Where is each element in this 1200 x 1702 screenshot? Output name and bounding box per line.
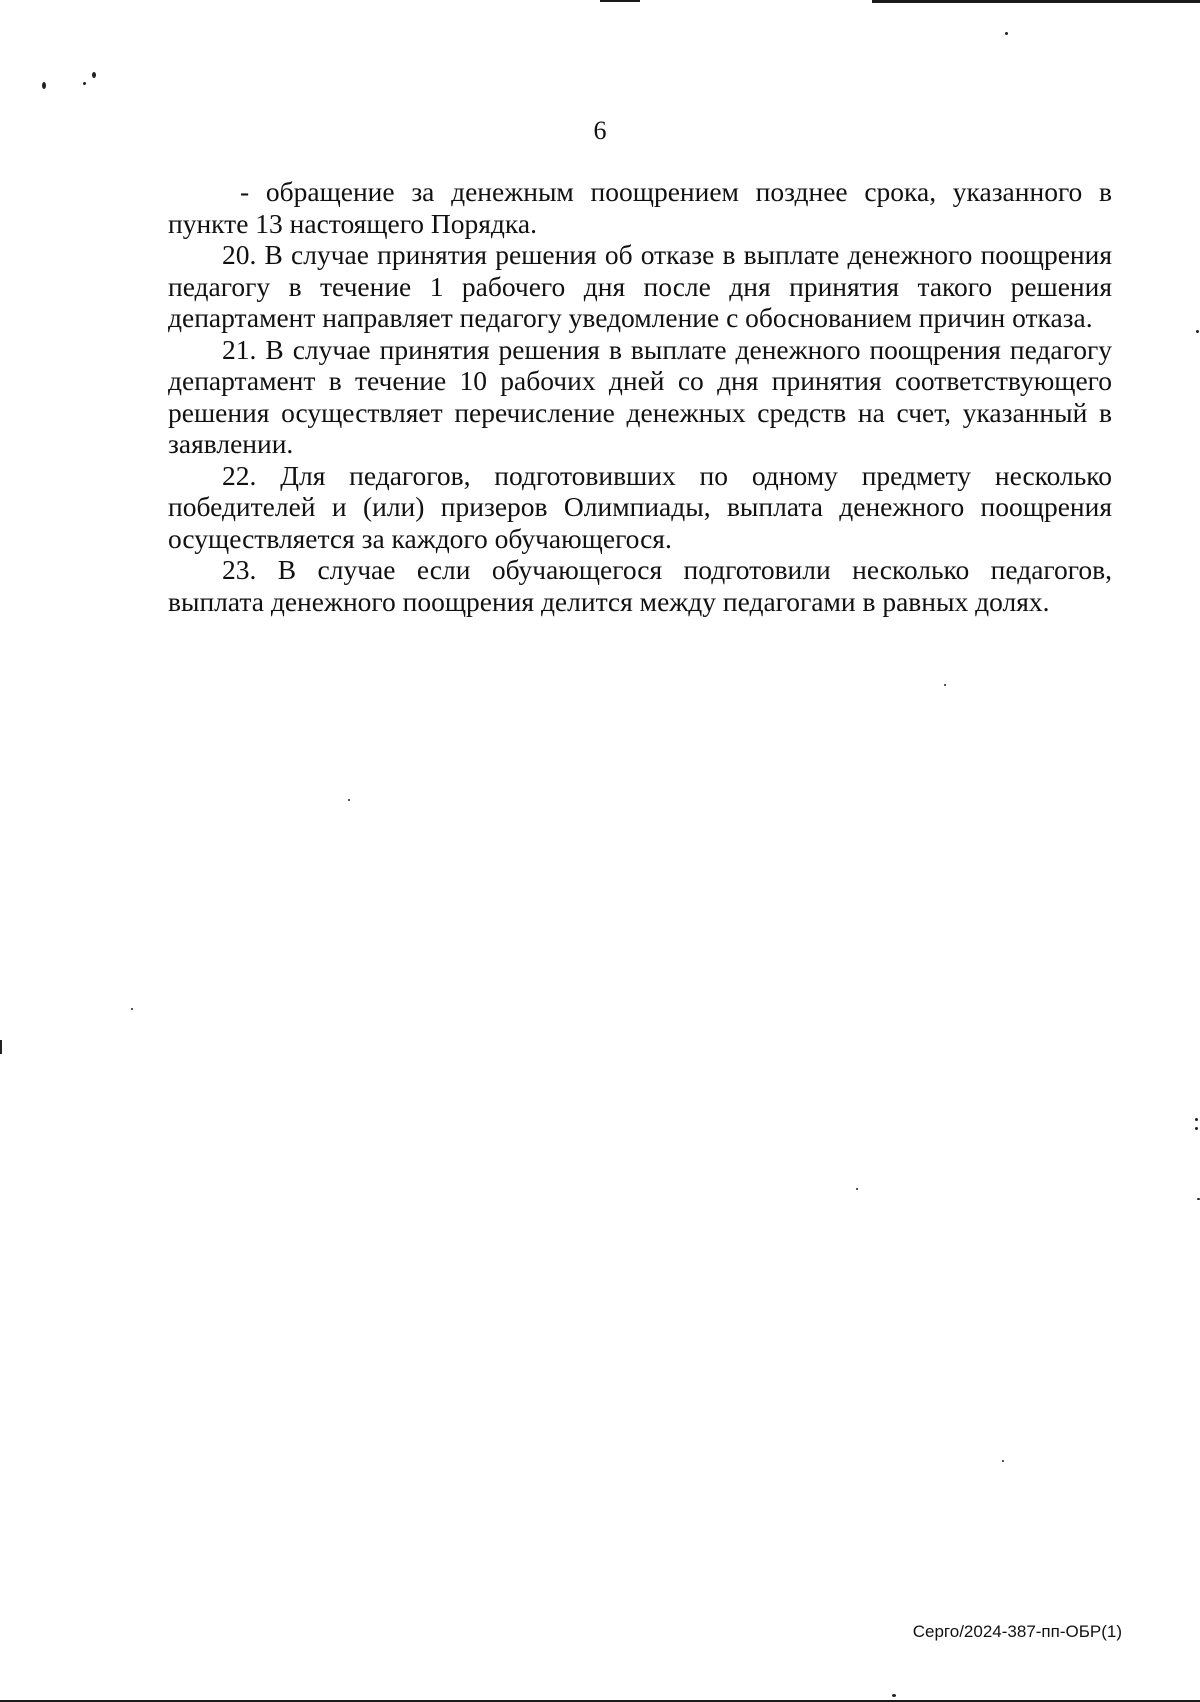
- scan-speck: [348, 799, 350, 801]
- scan-speck: [1005, 32, 1008, 35]
- scan-speck: [856, 1188, 858, 1190]
- scan-edge-top-left: [600, 0, 640, 2]
- scan-speck: [131, 1008, 133, 1010]
- scan-edge-left-mark: [0, 1040, 2, 1054]
- document-code: Серго/2024-387-пп-ОБР(1): [912, 1622, 1122, 1641]
- scan-speck: [42, 82, 46, 89]
- page-number: 6: [593, 116, 607, 145]
- scan-speck: [92, 72, 96, 78]
- scan-speck: [1002, 1460, 1004, 1462]
- paragraph-23: 23. В случае если обучающегося подготовили несколько педагогов, выплата денежного поощрения делится между педагогами в равных долях.: [168, 554, 1112, 617]
- scan-speck: [944, 684, 946, 686]
- paragraph-22: 22. Для педагогов, подготовивших по одному предмету несколько победителей и (или) призеров Олимпиады, выплата денежного поощрения осуществляется за каждого обучающегося.: [168, 459, 1112, 554]
- scan-speck: [892, 1694, 896, 1697]
- document-body: [168, 176, 1112, 617]
- paragraph-21: 21. В случае принятия решения в выплате денежного поощрения педагогу департамент в течение 10 рабочих дней со дня принятия соответствующего решения осуществляет перечисление денежных средств на счет, указанный в заявлении.: [168, 333, 1112, 459]
- scan-speck: [1195, 1118, 1198, 1121]
- scan-edge-top-right: [872, 0, 1200, 3]
- scan-speck: [1196, 330, 1199, 333]
- scan-speck: [83, 82, 86, 85]
- scan-speck: [1195, 1127, 1198, 1130]
- paragraph-20: 20. В случае принятия решения об отказе в выплате денежного поощрения педагогу в течение 1 рабочего дня после дня принятия такого решения департамент направляет педагогу уведомление с обоснованием причин отказа.: [168, 239, 1112, 333]
- paragraph-refusal-reason: - обращение за денежным поощрением позднее срока, указанного в пункте 13 настоящего Порядка.: [168, 176, 1112, 239]
